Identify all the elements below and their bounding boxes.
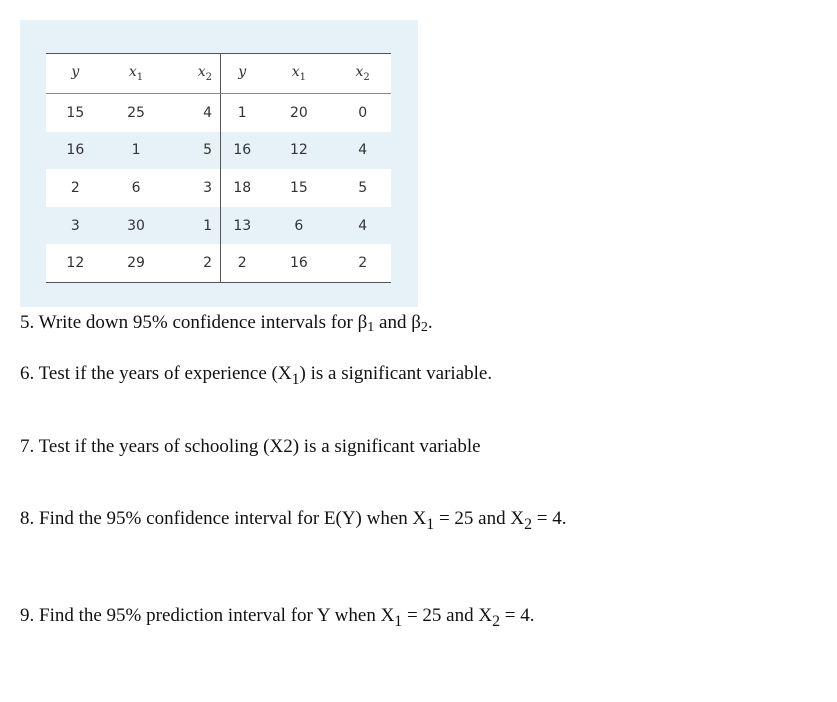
header-x1-right: $x_1$ bbox=[263, 54, 334, 94]
table-cell: 18 bbox=[221, 169, 264, 207]
table-cell: 5 bbox=[334, 169, 391, 207]
table-cell: 20 bbox=[263, 94, 334, 132]
table-row bbox=[46, 207, 391, 245]
table-cell: 3 bbox=[46, 207, 105, 245]
question-9: 9. Find the 95% prediction interval for Y when $X_1 = 25$ and $X_2 = 4$. bbox=[20, 605, 535, 630]
table-cell: 4 bbox=[167, 94, 220, 132]
table-cell: 2 bbox=[221, 244, 264, 282]
table-row bbox=[46, 244, 391, 282]
question-8: 8. Find the 95% confidence interval for E(Y) when $X_1 = 25$ and $X_2 = 4$. bbox=[20, 508, 567, 533]
table-cell: 2 bbox=[46, 169, 105, 207]
data-table bbox=[46, 53, 391, 283]
table-cell: 6 bbox=[263, 207, 334, 245]
question-5: 5. Write down 95% confidence intervals for β1 and β2. bbox=[20, 312, 433, 335]
header-x1-left: $x_1$ bbox=[105, 54, 168, 94]
table-cell: 1 bbox=[105, 132, 168, 170]
table-cell: 2 bbox=[167, 244, 220, 282]
table-cell: 15 bbox=[46, 94, 105, 132]
table-cell: 3 bbox=[167, 169, 220, 207]
table-cell: 4 bbox=[334, 207, 391, 245]
data-table-panel bbox=[20, 20, 418, 307]
table-cell: 12 bbox=[46, 244, 105, 282]
table-row bbox=[46, 132, 391, 170]
table-cell: 0 bbox=[334, 94, 391, 132]
table-cell: 13 bbox=[221, 207, 264, 245]
header-y-right: y bbox=[221, 54, 264, 94]
table-header-row bbox=[46, 54, 391, 94]
table-cell: 25 bbox=[105, 94, 168, 132]
table-cell: 16 bbox=[46, 132, 105, 170]
header-y-left: y bbox=[46, 54, 105, 94]
table-cell: 30 bbox=[105, 207, 168, 245]
table-cell: 16 bbox=[263, 244, 334, 282]
table-cell: 1 bbox=[167, 207, 220, 245]
table-cell: 15 bbox=[263, 169, 334, 207]
header-x2-right: $x_2$ bbox=[334, 54, 391, 94]
table-row bbox=[46, 169, 391, 207]
table-cell: 2 bbox=[334, 244, 391, 282]
table-cell: 12 bbox=[263, 132, 334, 170]
table-cell: 16 bbox=[221, 132, 264, 170]
header-x2-left: $x_2$ bbox=[167, 54, 220, 94]
table-cell: 1 bbox=[221, 94, 264, 132]
table-cell: 6 bbox=[105, 169, 168, 207]
question-7: 7. Test if the years of schooling (X2) is a significant variable bbox=[20, 436, 481, 457]
table-cell: 4 bbox=[334, 132, 391, 170]
table-cell: 5 bbox=[167, 132, 220, 170]
table-row bbox=[46, 94, 391, 132]
table-cell: 29 bbox=[105, 244, 168, 282]
question-6: 6. Test if the years of experience $(X_1)$ is a significant variable. bbox=[20, 363, 493, 388]
